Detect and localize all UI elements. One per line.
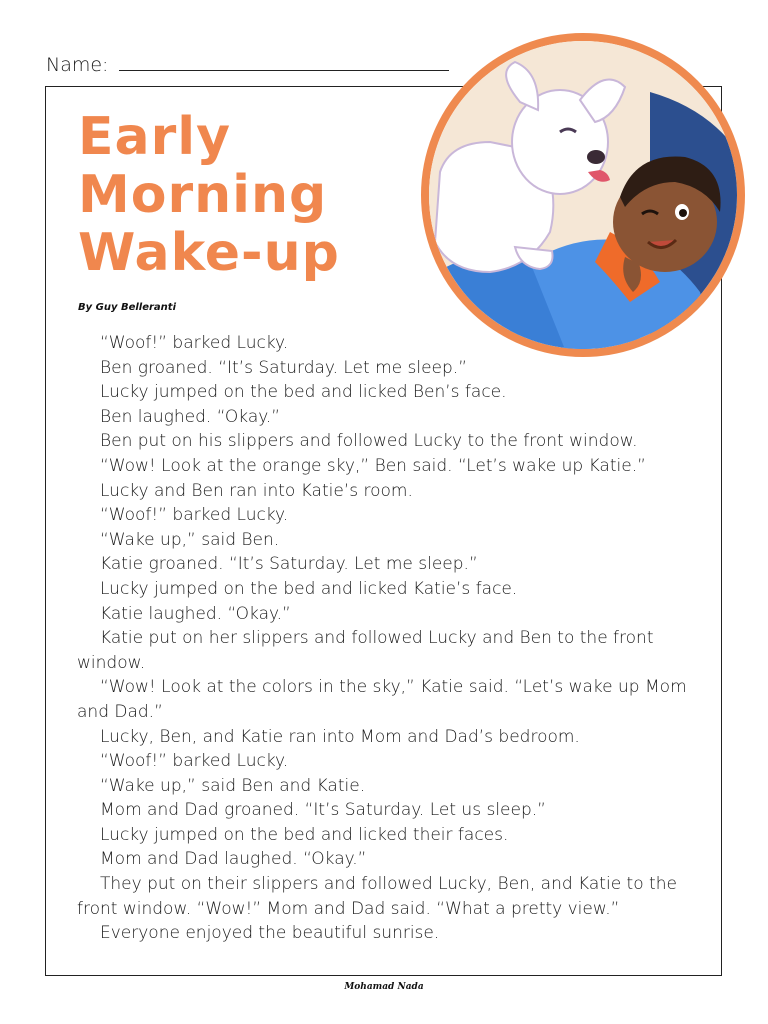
story-paragraph: “Woof!” barked Lucky. bbox=[100, 505, 289, 526]
story-paragraph: “Wake up,” said Ben and Katie. bbox=[100, 775, 366, 796]
story-paragraph: Lucky jumped on the bed and licked Katie’s face. bbox=[100, 578, 518, 599]
story-paragraph: Ben groaned. “It’s Saturday. Let me sleep.” bbox=[100, 357, 468, 378]
title-line-3: Wake-up bbox=[78, 223, 340, 283]
story-paragraph: “Wow! Look at the colors in the sky,” Katie said. “Let’s wake up Mom and Dad.” bbox=[77, 677, 687, 722]
story-text bbox=[77, 331, 709, 946]
name-blank-field[interactable] bbox=[119, 52, 449, 71]
story-paragraph: Lucky jumped on the bed and licked their faces. bbox=[100, 824, 509, 845]
story-paragraph: They put on their slippers and followed Lucky, Ben, and Katie to the front window. “Wow!” Mom and Dad said. “What a pretty view.” bbox=[77, 874, 677, 919]
dog-nose bbox=[587, 150, 605, 164]
name-line bbox=[46, 52, 449, 76]
dog-licking-boy-illustration bbox=[420, 32, 746, 358]
title-line-2: Morning bbox=[78, 165, 328, 225]
boy-pupil bbox=[679, 209, 687, 217]
story-paragraph: Ben laughed. “Okay.” bbox=[100, 406, 281, 427]
author-byline: By Guy Belleranti bbox=[78, 302, 176, 313]
story-paragraph: Mom and Dad groaned. “It’s Saturday. Let us sleep.” bbox=[100, 800, 546, 821]
story-paragraph: “Woof!” barked Lucky. bbox=[100, 333, 289, 353]
story-paragraph: Katie put on her slippers and followed Lucky and Ben to the front window. bbox=[77, 628, 654, 673]
story-paragraph: Katie laughed. “Okay.” bbox=[100, 603, 291, 624]
story-paragraph: “Woof!” barked Lucky. bbox=[100, 751, 289, 772]
footer-credit: Mohamad Nada bbox=[344, 982, 424, 992]
story-paragraph: “Wake up,” said Ben. bbox=[100, 529, 280, 550]
story-paragraph: Lucky jumped on the bed and licked Ben’s face. bbox=[100, 382, 507, 403]
story-paragraph: Ben put on his slippers and followed Lucky to the front window. bbox=[100, 431, 638, 452]
title-line-1: Early bbox=[78, 107, 231, 167]
story-paragraph: Mom and Dad laughed. “Okay.” bbox=[100, 849, 367, 870]
story-paragraph: Everyone enjoyed the beautiful sunrise. bbox=[100, 923, 440, 944]
story-paragraph: Lucky and Ben ran into Katie’s room. bbox=[100, 480, 413, 501]
story-paragraph: “Wow! Look at the orange sky,” Ben said. “Let’s wake up Katie.” bbox=[100, 455, 646, 476]
story-paragraph: Lucky, Ben, and Katie ran into Mom and Dad’s bedroom. bbox=[100, 726, 580, 747]
story-title bbox=[78, 108, 340, 282]
story-paragraph: Katie groaned. “It’s Saturday. Let me sleep.” bbox=[100, 554, 478, 575]
name-label: Name: bbox=[46, 54, 109, 76]
